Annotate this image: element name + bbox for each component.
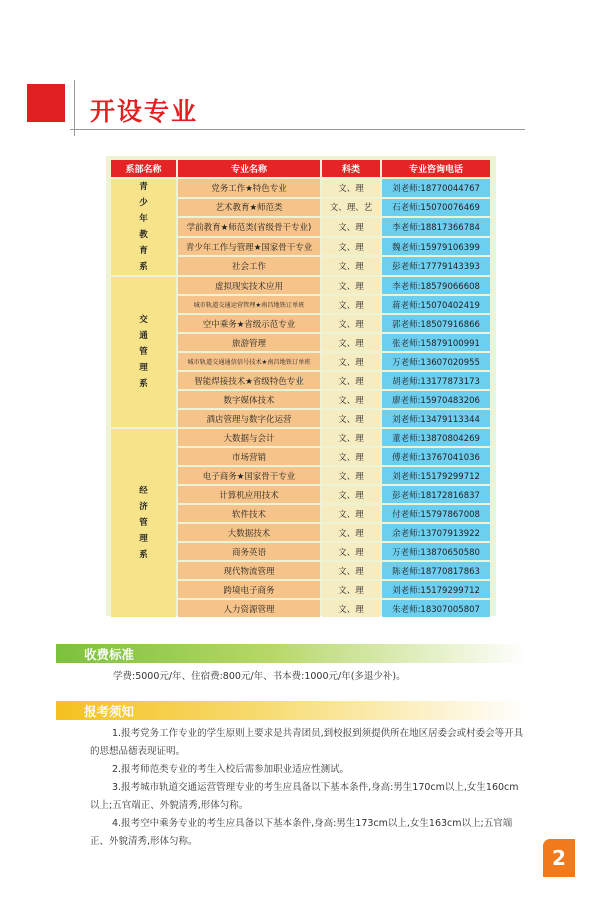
- header-department: 系部名称: [111, 160, 176, 177]
- page-title: 开设专业: [90, 97, 199, 126]
- phone-cell: 石老师:15070076469: [382, 199, 490, 217]
- majors-table: [109, 158, 492, 619]
- subject-cell: 文、理: [322, 238, 380, 256]
- department-name: 经济管理系: [139, 486, 148, 560]
- subject-cell: 文、理: [322, 179, 380, 197]
- major-cell: 城市轨道交通通信信号技术★南昌地铁订单班: [178, 353, 320, 370]
- department-name: 青少年教育系: [139, 182, 148, 272]
- subject-cell: 文、理: [322, 524, 380, 541]
- notice-item: 1.报考党务工作专业的学生原则上要求是共青团员,到校报到须提供所在地区居委会或村委会等开具的思想品德表现证明。: [90, 728, 524, 757]
- notice-heading: 报考须知: [84, 704, 135, 719]
- notice-item: 2.报考师范类专业的考生入校后需参加职业适应性测试。: [112, 764, 350, 775]
- major-cell: 空中乘务★省级示范专业: [178, 315, 320, 332]
- subject-cell: 文、理: [322, 296, 380, 313]
- subject-cell: 文、理: [322, 600, 380, 617]
- subject-cell: 文、理: [322, 448, 380, 465]
- phone-cell: 余老师:13707913922: [382, 524, 490, 541]
- phone-cell: 李老师:18579066608: [382, 277, 490, 294]
- subject-cell: 文、理: [322, 218, 380, 236]
- major-cell: 党务工作★特色专业: [178, 179, 320, 197]
- subject-cell: 文、理: [322, 486, 380, 503]
- subject-cell: 文、理: [322, 581, 380, 598]
- phone-cell: 彭老师:18172816837: [382, 486, 490, 503]
- phone-cell: 刘老师:15179299712: [382, 581, 490, 598]
- phone-cell: 陈老师:18770817863: [382, 562, 490, 579]
- major-cell: 社会工作: [178, 257, 320, 275]
- phone-cell: 刘老师:13479113344: [382, 410, 490, 427]
- phone-cell: 廖老师:15970483206: [382, 391, 490, 408]
- phone-cell: 万老师:13870650580: [382, 543, 490, 560]
- department-cell: [111, 179, 176, 275]
- major-cell: 学前教育★师范类(省级骨干专业): [178, 218, 320, 236]
- phone-cell: 彭老师:17779143393: [382, 257, 490, 275]
- phone-cell: 胡老师:13177873173: [382, 372, 490, 389]
- phone-cell: 李老师:18817366784: [382, 218, 490, 236]
- major-cell: 青少年工作与管理★国家骨干专业: [178, 238, 320, 256]
- major-cell: 智能焊接技术★省级特色专业: [178, 372, 320, 389]
- major-cell: 数字媒体技术: [178, 391, 320, 408]
- major-cell: 人力资源管理: [178, 600, 320, 617]
- major-cell: 城市轨道交通运营管理★南昌地铁订单班: [178, 296, 320, 313]
- subject-cell: 文、理: [322, 467, 380, 484]
- subject-cell: 文、理、艺: [322, 199, 380, 217]
- subject-cell: 文、理: [322, 372, 380, 389]
- notice-body: [90, 725, 526, 851]
- phone-cell: 郭老师:18507916866: [382, 315, 490, 332]
- header-subject: 科类: [322, 160, 380, 177]
- subject-cell: 文、理: [322, 257, 380, 275]
- fees-text: 学费:5000元/年、住宿费:800元/年、书本费:1000元/年(多退少补)。: [113, 671, 406, 682]
- subject-cell: 文、理: [322, 543, 380, 560]
- major-cell: 跨境电子商务: [178, 581, 320, 598]
- major-cell: 商务英语: [178, 543, 320, 560]
- header-phone: 专业咨询电话: [382, 160, 490, 177]
- notice-item: 4.报考空中乘务专业的考生应具备以下基本条件,身高:男生173cm以上,女生163cm以上;五官端正、外貌清秀,形体匀称。: [90, 818, 513, 847]
- subject-cell: 文、理: [322, 277, 380, 294]
- subject-cell: 文、理: [322, 505, 380, 522]
- phone-cell: 付老师:15797867008: [382, 505, 490, 522]
- title-divider-vertical: [74, 80, 75, 136]
- decorative-red-square: [27, 84, 65, 122]
- phone-cell: 蒋老师:15070402419: [382, 296, 490, 313]
- subject-cell: 文、理: [322, 562, 380, 579]
- majors-table-panel: [106, 156, 496, 616]
- fees-section-bar: [56, 644, 528, 663]
- department-cell: [111, 277, 176, 427]
- phone-cell: 魏老师:15979106399: [382, 238, 490, 256]
- major-cell: 现代物流管理: [178, 562, 320, 579]
- major-cell: 软件技术: [178, 505, 320, 522]
- table-body: [111, 179, 490, 617]
- subject-cell: 文、理: [322, 410, 380, 427]
- notice-item: 3.报考城市轨道交通运营管理专业的考生应具备以下基本条件,身高:男生170cm以上,女生160cm以上;五官端正、外貌清秀,形体匀称。: [90, 782, 519, 811]
- phone-cell: 万老师:13607020955: [382, 353, 490, 370]
- major-cell: 旅游管理: [178, 334, 320, 351]
- major-cell: 酒店管理与数字化运营: [178, 410, 320, 427]
- major-cell: 艺术教育★师范类: [178, 199, 320, 217]
- department-name: 交通管理系: [139, 315, 148, 389]
- department-cell: [111, 429, 176, 617]
- notice-section-bar: [56, 701, 528, 720]
- phone-cell: 董老师:13870804269: [382, 429, 490, 446]
- subject-cell: 文、理: [322, 315, 380, 332]
- page-number-badge: 2: [543, 839, 575, 877]
- phone-cell: 朱老师:18307005807: [382, 600, 490, 617]
- major-cell: 虚拟现实技术应用: [178, 277, 320, 294]
- phone-cell: 张老师:15879100991: [382, 334, 490, 351]
- phone-cell: 傅老师:13767041036: [382, 448, 490, 465]
- major-cell: 计算机应用技术: [178, 486, 320, 503]
- subject-cell: 文、理: [322, 353, 380, 370]
- fees-heading: 收费标准: [84, 647, 135, 662]
- subject-cell: 文、理: [322, 391, 380, 408]
- subject-cell: 文、理: [322, 429, 380, 446]
- table-row: [111, 429, 490, 446]
- table-header-row: [111, 160, 490, 177]
- title-divider-horizontal: [70, 129, 525, 130]
- major-cell: 大数据技术: [178, 524, 320, 541]
- major-cell: 电子商务★国家骨干专业: [178, 467, 320, 484]
- table-row: [111, 277, 490, 294]
- phone-cell: 刘老师:18770044767: [382, 179, 490, 197]
- subject-cell: 文、理: [322, 334, 380, 351]
- phone-cell: 刘老师:15179299712: [382, 467, 490, 484]
- major-cell: 大数据与会计: [178, 429, 320, 446]
- table-row: [111, 179, 490, 197]
- header-major: 专业名称: [178, 160, 320, 177]
- major-cell: 市场营销: [178, 448, 320, 465]
